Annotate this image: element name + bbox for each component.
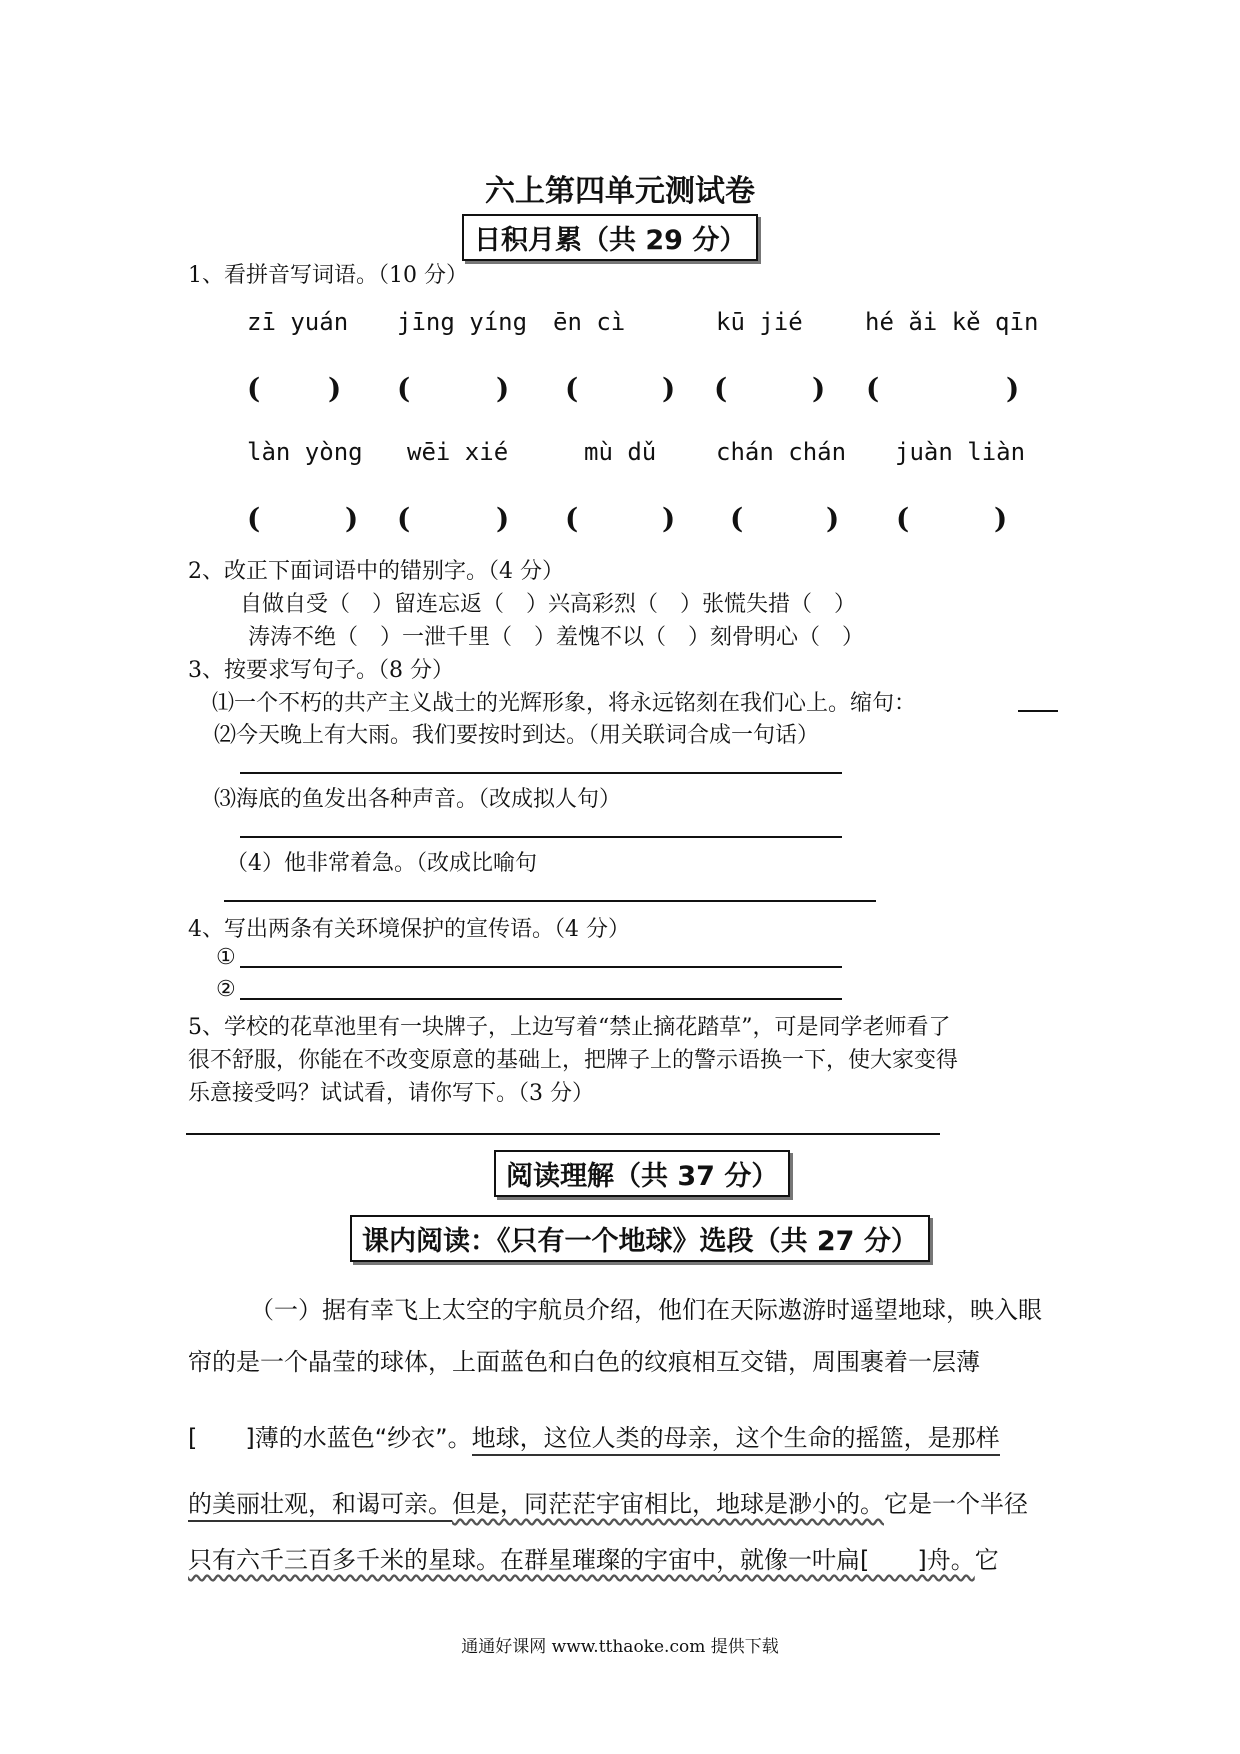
underlined-sentence-1-end: 的美丽壮观，和谒可亲。 <box>188 1490 452 1522</box>
pinyin-2-5: juàn liàn <box>895 438 1026 466</box>
section-heading-passage: 课内阅读：《只有一个地球》选段（共 27 分） <box>350 1215 930 1262</box>
answer-line-3-4 <box>224 900 876 902</box>
question-5-line-3: 乐意接受吗？试试看，请你写下。（3 分） <box>188 1081 594 1106</box>
wavy-sentence-2: 只有六千三百多千米的星球。在群星璀璨的宇宙中，就像一叶扁[ ]舟。 <box>188 1546 975 1574</box>
underlined-sentence-1: 地球，这位人类的母亲，这个生命的摇篮，是那样 <box>472 1424 1000 1456</box>
pinyin-2-1: làn yòng <box>247 438 363 466</box>
answer-line-3-1 <box>1018 710 1058 712</box>
passage-line-5-end: 它 <box>974 1546 999 1574</box>
pinyin-2-3: mù dǔ <box>584 438 657 466</box>
pinyin-1-4: kū jié <box>716 308 803 336</box>
passage-line-5 <box>188 1540 999 1575</box>
pinyin-2-2: wēi xié <box>407 438 509 466</box>
question-3-label: 3、按要求写句子。（8 分） <box>188 658 454 683</box>
passage-line-3-start: [ ]薄的水蓝色“纱衣”。 <box>188 1424 472 1452</box>
section-heading-reading: 阅读理解（共 37 分） <box>494 1150 790 1197</box>
passage-line-2: 帘的是一个晶莹的球体，上面蓝色和白色的纹痕相互交错，周围裹着一层薄 <box>188 1348 980 1376</box>
pinyin-1-3: ēn cì <box>553 308 626 336</box>
answer-line-3-3 <box>240 836 842 838</box>
question-2-line-2: 涛涛不绝（ ）一泄千里（ ）羞愧不以（ ）刻骨明心（ ） <box>248 625 865 650</box>
answer-line-4-1 <box>240 966 842 968</box>
question-5-line-1: 5、学校的花草池里有一块牌子，上边写着“禁止摘花踏草”，可是同学老师看了 <box>188 1015 951 1040</box>
question-4-label: 4、写出两条有关环境保护的宣传语。（4 分） <box>188 917 630 942</box>
question-2-label: 2、改正下面词语中的错别字。（4 分） <box>188 559 564 584</box>
question-2-line-1: 自做自受（ ）留连忘返（ ）兴高彩烈（ ）张慌失措（ ） <box>240 592 857 617</box>
answer-line-3-2 <box>240 772 842 774</box>
passage-line-1: （一）据有幸飞上太空的宇航员介绍，他们在天际遨游时遥望地球，映入眼 <box>250 1296 1042 1324</box>
pinyin-2-4: chán chán <box>716 438 847 466</box>
pinyin-1-2: jīng yíng <box>397 308 528 336</box>
question-3-item-3: ⑶海底的鱼发出各种声音。（改成拟人句） <box>214 787 622 812</box>
pinyin-1-5: hé ǎi kě qīn <box>865 308 1039 336</box>
footer-source: 通通好课网 www.tthaoke.com 提供下载 <box>461 1637 779 1657</box>
question-1-label: 1、看拼音写词语。（10 分） <box>188 263 468 288</box>
answer-marker-1: ① <box>216 945 236 970</box>
passage-line-4-end: 它是一个半径 <box>884 1490 1028 1518</box>
question-3-item-1: ⑴一个不朽的共产主义战士的光辉形象，将永远铭刻在我们心上。缩句： <box>212 691 917 716</box>
answer-line-4-2 <box>240 998 842 1000</box>
question-3-item-4: （4）他非常着急。（改成比喻句 <box>226 851 537 876</box>
answer-line-5 <box>186 1133 940 1135</box>
section-heading-accumulation: 日积月累（共 29 分） <box>462 214 758 261</box>
answer-marker-2: ② <box>216 977 236 1002</box>
pinyin-1-1: zī yuán <box>247 308 349 336</box>
question-3-item-2: ⑵今天晚上有大雨。我们要按时到达。（用关联词合成一句话） <box>214 723 820 748</box>
wavy-sentence: 但是，同茫茫宇宙相比，地球是渺小的。 <box>452 1490 884 1518</box>
page-title: 六上第四单元测试卷 <box>485 174 755 209</box>
passage-line-3 <box>188 1418 1000 1453</box>
passage-line-4 <box>188 1484 1028 1519</box>
question-5-line-2: 很不舒服，你能在不改变原意的基础上，把牌子上的警示语换一下，使大家变得 <box>188 1048 959 1073</box>
